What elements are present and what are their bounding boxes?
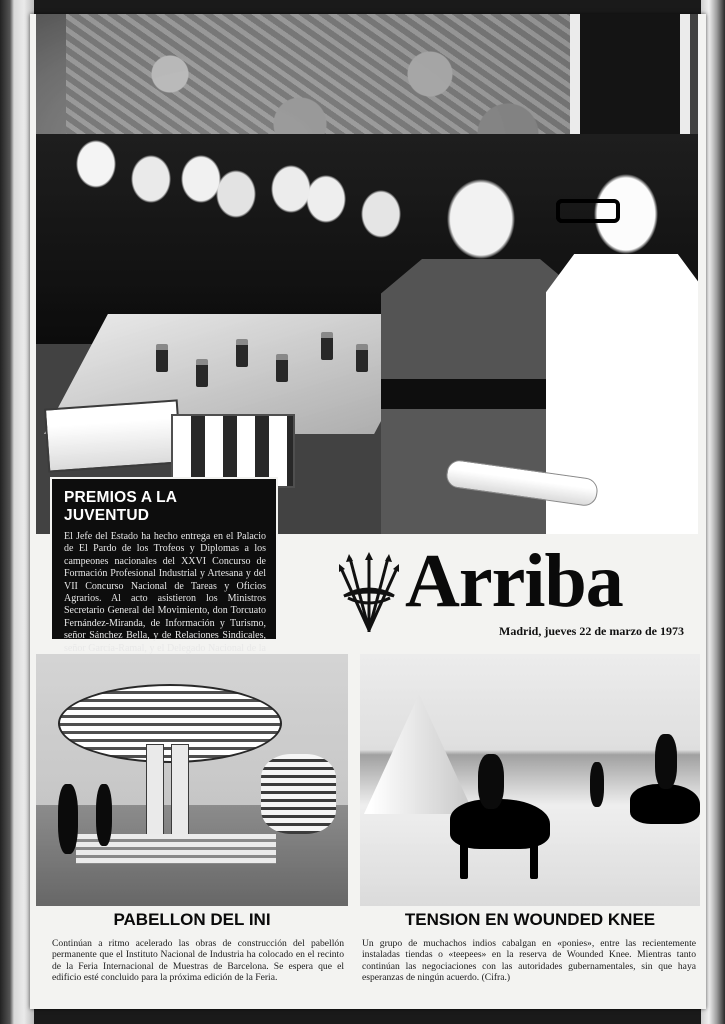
trophy: [196, 359, 208, 387]
wounded-knee-photo: [360, 654, 700, 906]
newspaper-page: [30, 14, 706, 1009]
trophy: [236, 339, 248, 367]
trophy: [356, 344, 368, 372]
dateline: Madrid, jueves 22 de marzo de 1973: [499, 624, 684, 638]
pavilion-roof: [58, 684, 282, 763]
masthead: [300, 534, 698, 654]
worker-figure: [58, 784, 78, 854]
yoke-and-arrows-emblem: [338, 552, 400, 632]
pavilion-text: Continúan a ritmo acelerado las obras de construcción del pabellón permanente que el Instituto Nacional de Industria ha colocado en el recinto de la Feria Internacional de Muestras de Barcelona. Se espera que el edificio esté concluido para la próxima edición de la Feria.: [52, 938, 344, 984]
rider: [478, 754, 504, 809]
rider: [655, 734, 677, 789]
caption-box: [50, 477, 278, 654]
caption-title: PREMIOS A LA JUVENTUD: [64, 489, 177, 524]
trophy: [321, 332, 333, 360]
ceremony-photo: [36, 14, 698, 534]
horse-leg: [460, 839, 468, 879]
wounded-knee-headline: TENSION EN WOUNDED KNEE: [404, 910, 656, 929]
album: [44, 399, 182, 472]
standing-figure: [590, 762, 604, 807]
trophy: [276, 354, 288, 382]
trophy: [156, 344, 168, 372]
glasses: [556, 199, 620, 223]
pavilion-photo: [36, 654, 348, 906]
book-binding-left: [0, 0, 34, 1024]
pavilion-annex: [261, 754, 336, 834]
pavilion-headline: PABELLON DEL INI: [113, 910, 271, 929]
caption-text: El Jefe del Estado ha hecho entrega en el Palacio de El Pardo de los Trofeos y Diplomas a los campeones nacionales del XXVI Concurso de Formación Profesional Industrial y Artesana y del VII Concurso Nacional de Tareas y Oficios Agrarios. Al acto asistieron los Ministros Secretario General del Movimiento, don Torcuato Fernández-Miranda, de Información y Turismo, señor Sánchez Bella, y de Relaciones Sindicales, señor García-Ramal, y el Delegado Nacional de la: [64, 531, 266, 654]
teepee: [364, 694, 474, 814]
wounded-knee-text: Un grupo de muchachos indios cabalgan en «ponies», entre las recientemente instaladas tiendas o «teepees» en la reserva de Wounded Knee. Mientras tanto continúan las negociaciones con las autoridades gubernamentales, sin que haya esperanzas de ningún acuerdo. (Cifra.): [362, 938, 696, 984]
newspaper-logo: Arriba: [405, 539, 623, 623]
worker-figure: [96, 784, 112, 846]
horse-leg: [530, 839, 538, 879]
horse: [630, 784, 700, 824]
